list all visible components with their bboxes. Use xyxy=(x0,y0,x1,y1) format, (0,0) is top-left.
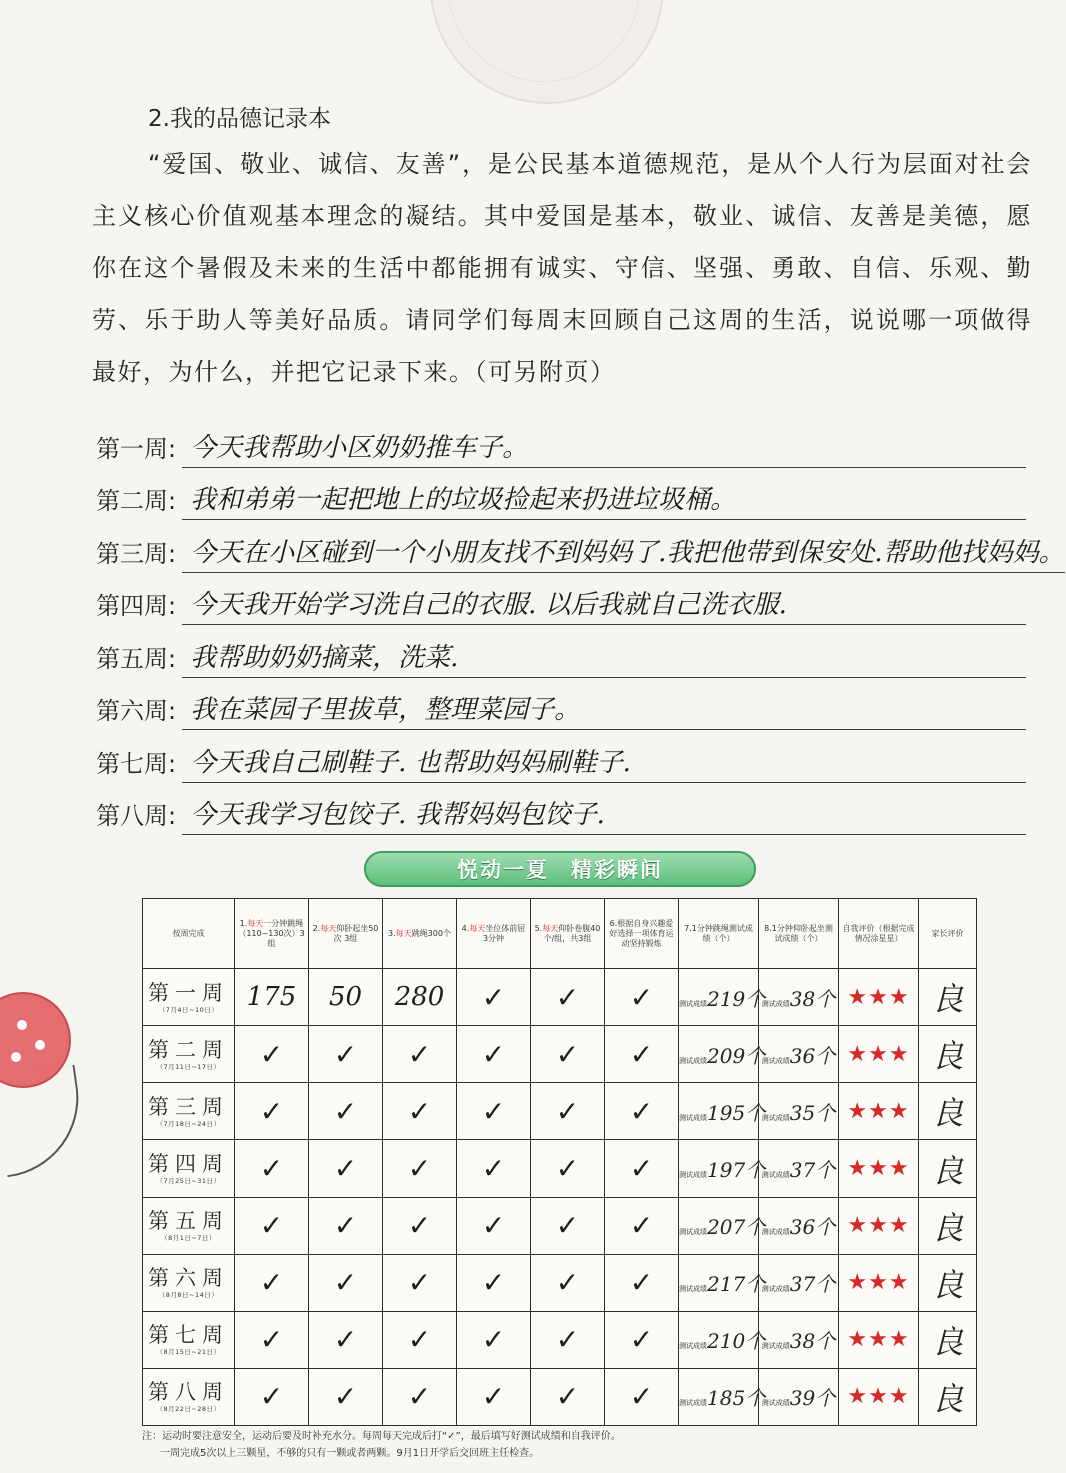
situp-test-score[interactable] xyxy=(759,1197,839,1254)
parent-eval[interactable]: 良 xyxy=(919,1311,977,1368)
score-value: 197个 xyxy=(707,1158,766,1182)
exercise-cell[interactable]: ✓ xyxy=(235,1311,309,1368)
rope-test-score[interactable] xyxy=(679,1368,766,1425)
exercise-cell[interactable]: ✓ xyxy=(457,1026,531,1083)
exercise-cell[interactable]: ✓ xyxy=(531,1197,605,1254)
week-name: 第七周 xyxy=(148,1323,229,1348)
parent-eval[interactable]: 良 xyxy=(919,1140,977,1197)
week-record-row xyxy=(96,520,1065,573)
self-eval-stars[interactable]: ★★★ xyxy=(839,1311,919,1368)
week-records xyxy=(96,415,1065,835)
balloon-string-icon xyxy=(0,1065,89,1177)
situp-test-score[interactable] xyxy=(759,969,839,1026)
table-note xyxy=(142,1428,1022,1462)
week-date: （7月11日~17日） xyxy=(156,1062,221,1071)
week-record-row xyxy=(96,783,1026,836)
exercise-cell[interactable]: ✓ xyxy=(531,1083,605,1140)
self-eval-stars[interactable]: ★★★ xyxy=(839,1083,919,1140)
parent-eval[interactable]: 良 xyxy=(919,1026,977,1083)
parent-eval[interactable]: 良 xyxy=(919,969,977,1026)
week-date: （7月25日~31日） xyxy=(156,1177,221,1185)
exercise-cell[interactable]: ✓ xyxy=(235,1197,309,1254)
header-situps: 2.每天仰卧起坐50次 3组 xyxy=(309,899,383,969)
week-name: 第八周 xyxy=(148,1380,229,1405)
week-cell xyxy=(143,1368,235,1425)
exercise-cell[interactable]: ✓ xyxy=(235,1083,309,1140)
week-date: （8月8日~14日） xyxy=(158,1291,219,1300)
table-header-row xyxy=(143,899,977,969)
exercise-cell[interactable]: ✓ xyxy=(531,1311,605,1368)
week-label: 第三周: xyxy=(96,539,177,568)
exercise-cell[interactable]: ✓ xyxy=(457,1368,531,1425)
exercise-record-table xyxy=(142,898,977,1426)
exercise-cell[interactable]: ✓ xyxy=(309,1368,383,1425)
table-row xyxy=(143,1026,977,1083)
week-name: 第六周 xyxy=(148,1266,229,1291)
week-cell xyxy=(143,1026,235,1083)
header-hobby-sport: 6.根据自身兴趣爱好选择一项体育运动坚持锻炼 xyxy=(605,899,679,969)
exercise-cell[interactable]: ✓ xyxy=(531,1254,605,1311)
week-name: 第四周 xyxy=(148,1152,229,1176)
week-date: （8月1日~7日） xyxy=(161,1234,216,1243)
score-value: 36个 xyxy=(789,1215,836,1240)
exercise-cell[interactable]: ✓ xyxy=(605,969,679,1026)
header-week: 按周完成 xyxy=(143,899,235,969)
exercise-cell[interactable]: ✓ xyxy=(383,1026,457,1083)
exercise-cell[interactable]: ✓ xyxy=(309,1311,383,1368)
score-value: 37个 xyxy=(789,1158,836,1182)
week-record-row xyxy=(96,730,1026,783)
week-entry[interactable]: 今天我自己刷鞋子. 也帮助妈妈刷鞋子. xyxy=(182,742,1026,783)
score-prefix: 测试成绩 xyxy=(761,999,790,1008)
week-record-row xyxy=(96,468,1026,521)
score-prefix: 测试成绩 xyxy=(679,1342,707,1351)
activity-banner xyxy=(364,851,756,887)
score-value: 209个 xyxy=(707,1043,766,1068)
score-value: 37个 xyxy=(789,1272,836,1297)
week-entry[interactable]: 今天我帮助小区奶奶推车子。 xyxy=(182,427,1026,468)
week-name: 第一周 xyxy=(148,980,229,1005)
week-label: 第四周: xyxy=(96,592,177,620)
week-name: 第三周 xyxy=(148,1094,229,1119)
week-cell xyxy=(143,1311,235,1368)
score-value: 39个 xyxy=(789,1386,836,1411)
parent-eval[interactable]: 良 xyxy=(919,1197,977,1254)
week-entry[interactable]: 我和弟弟一起把地上的垃圾捡起来扔进垃圾桶。 xyxy=(182,479,1026,520)
table-row xyxy=(143,1197,977,1254)
exercise-cell[interactable]: ✓ xyxy=(605,1026,679,1083)
exercise-cell[interactable]: ✓ xyxy=(383,1197,457,1254)
exercise-cell[interactable]: ✓ xyxy=(309,1197,383,1254)
self-eval-stars[interactable]: ★★★ xyxy=(839,1368,919,1425)
score-value: 185个 xyxy=(707,1386,766,1411)
situp-test-score[interactable] xyxy=(759,1311,839,1368)
exercise-cell[interactable]: ✓ xyxy=(235,1254,309,1311)
table-row xyxy=(143,969,977,1026)
week-record-row xyxy=(96,415,1026,468)
exercise-cell[interactable]: ✓ xyxy=(383,1083,457,1140)
score-value: 207个 xyxy=(707,1215,766,1240)
table-row xyxy=(143,1368,977,1425)
score-value: 38个 xyxy=(789,986,836,1011)
table-row xyxy=(143,1083,977,1140)
score-prefix: 测试成绩 xyxy=(679,1171,707,1179)
score-value: 219个 xyxy=(707,986,766,1011)
exercise-cell[interactable]: ✓ xyxy=(457,969,531,1026)
score-prefix: 测试成绩 xyxy=(761,1228,790,1237)
header-parent-eval: 家长评价 xyxy=(919,899,977,969)
exercise-cell[interactable]: 175 xyxy=(235,969,309,1026)
exercise-cell[interactable]: ✓ xyxy=(457,1083,531,1140)
week-cell xyxy=(143,1140,235,1197)
exercise-cell[interactable]: ✓ xyxy=(457,1140,531,1197)
score-prefix: 测试成绩 xyxy=(679,999,707,1008)
self-eval-stars[interactable]: ★★★ xyxy=(839,1026,919,1083)
parent-eval[interactable]: 良 xyxy=(919,1254,977,1311)
week-cell xyxy=(143,1197,235,1254)
score-value: 35个 xyxy=(789,1100,836,1125)
week-label: 第一周: xyxy=(96,434,177,463)
header-situp-test: 8.1分钟仰卧起坐测试成绩（个） xyxy=(759,899,839,969)
score-value: 195个 xyxy=(707,1100,766,1125)
header-self-eval: 自我评价（根据完成情况涂星星） xyxy=(839,899,919,969)
rope-test-score[interactable] xyxy=(679,1311,766,1368)
header-crunch: 5.每天仰卧卷腹40个/组，共3组 xyxy=(531,899,605,969)
exercise-cell[interactable]: ✓ xyxy=(531,1368,605,1425)
score-prefix: 测试成绩 xyxy=(761,1113,790,1122)
week-date: （7月4日~10日） xyxy=(158,1005,219,1014)
header-jump: 3.每天跳绳300个 xyxy=(383,899,457,969)
week-record-row xyxy=(96,678,1026,731)
situp-test-score[interactable] xyxy=(759,1083,839,1140)
exercise-cell[interactable]: ✓ xyxy=(457,1197,531,1254)
week-label: 第二周: xyxy=(96,487,177,515)
note-line-2: 一周完成5次以上三颗星，不够的只有一颗或者两颗。9月1日开学后交回班主任检查。 xyxy=(160,1448,540,1459)
exercise-cell[interactable]: ✓ xyxy=(383,1140,457,1197)
week-record-row xyxy=(96,573,1026,626)
situp-test-score[interactable] xyxy=(759,1026,839,1083)
week-label: 第七周: xyxy=(96,749,177,778)
rope-test-score[interactable] xyxy=(679,1083,766,1140)
exercise-cell[interactable]: ✓ xyxy=(383,1254,457,1311)
exercise-cell[interactable]: ✓ xyxy=(605,1197,679,1254)
header-rope-test: 7.1分钟跳绳测试成绩（个） xyxy=(679,899,759,969)
week-date: （8月22日~28日） xyxy=(156,1405,221,1414)
score-prefix: 测试成绩 xyxy=(679,1228,707,1237)
exercise-cell[interactable]: ✓ xyxy=(383,1311,457,1368)
week-label: 第六周: xyxy=(96,697,177,725)
week-entry[interactable]: 我帮助奶奶摘菜，洗菜. xyxy=(182,637,1026,678)
banner-right-text: 精彩瞬间 xyxy=(571,858,663,882)
exercise-cell[interactable]: ✓ xyxy=(235,1368,309,1425)
score-value: 36个 xyxy=(789,1043,836,1068)
week-name: 第二周 xyxy=(148,1037,229,1062)
score-prefix: 测试成绩 xyxy=(679,1285,707,1294)
score-prefix: 测试成绩 xyxy=(761,1285,790,1294)
week-date: （8月15日~21日） xyxy=(156,1348,221,1357)
self-eval-stars[interactable]: ★★★ xyxy=(839,1254,919,1311)
week-label: 第八周: xyxy=(96,802,177,830)
rope-test-score[interactable] xyxy=(679,1254,766,1311)
exercise-cell[interactable]: ✓ xyxy=(531,1026,605,1083)
exercise-cell[interactable]: ✓ xyxy=(309,1254,383,1311)
week-entry[interactable]: 今天我学习包饺子. 我帮妈妈包饺子. xyxy=(182,794,1026,835)
self-eval-stars[interactable]: ★★★ xyxy=(839,969,919,1026)
exercise-cell[interactable]: ✓ xyxy=(309,1083,383,1140)
rope-test-score[interactable] xyxy=(679,1197,766,1254)
week-entry[interactable]: 今天在小区碰到一个小朋友找不到妈妈了.我把他带到保安处.帮助他找妈妈。 xyxy=(182,532,1065,573)
score-value: 38个 xyxy=(789,1329,836,1354)
week-record-row xyxy=(96,625,1026,678)
exercise-cell[interactable]: ✓ xyxy=(383,1368,457,1425)
exercise-cell[interactable]: ✓ xyxy=(235,1026,309,1083)
score-prefix: 测试成绩 xyxy=(679,1113,707,1122)
exercise-cell[interactable]: 50 xyxy=(309,969,383,1026)
section-title: 2.我的品德记录本 xyxy=(148,106,331,132)
week-label: 第五周: xyxy=(96,644,177,673)
exercise-cell[interactable]: ✓ xyxy=(309,1026,383,1083)
exercise-cell[interactable]: ✓ xyxy=(457,1254,531,1311)
score-value: 217个 xyxy=(707,1272,766,1297)
rope-test-score[interactable] xyxy=(679,1026,766,1083)
situp-test-score[interactable] xyxy=(759,1140,839,1197)
week-entry[interactable]: 我在菜园子里拔草，整理菜园子。 xyxy=(182,689,1026,730)
exercise-cell[interactable]: ✓ xyxy=(605,1083,679,1140)
situp-test-score[interactable] xyxy=(759,1254,839,1311)
self-eval-stars[interactable]: ★★★ xyxy=(839,1140,919,1197)
score-prefix: 测试成绩 xyxy=(679,1399,707,1408)
score-prefix: 测试成绩 xyxy=(761,1056,790,1065)
exercise-cell[interactable]: ✓ xyxy=(605,1254,679,1311)
parent-eval[interactable]: 良 xyxy=(919,1368,977,1425)
score-prefix: 测试成绩 xyxy=(761,1171,790,1179)
table-row xyxy=(143,1254,977,1311)
situp-test-score[interactable] xyxy=(759,1368,839,1425)
table-row xyxy=(143,1140,977,1197)
exercise-cell[interactable]: ✓ xyxy=(235,1140,309,1197)
header-sit-reach: 4.每天坐位体前屈 3分钟 xyxy=(457,899,531,969)
intro-paragraph: “爱国、敬业、诚信、友善”，是公民基本道德规范，是从个人行为层面对社会主义核心价值观基本理念的凝结。其中爱国是基本，敬业、诚信、友善是美德，愿你在这个暑假及未来的生活中都能拥有诚实、守信、坚强、勇敢、自信、乐观、勤劳、乐于助人等美好品质。请同学们每周末回顾自己这周的生活，说说哪一项做得最好，为什么，并把它记录下来。（可另附页） xyxy=(92,150,1032,386)
week-name: 第五周 xyxy=(148,1209,229,1234)
week-cell xyxy=(143,1254,235,1311)
header-rope-skip: 1.每天一分钟跳绳（110~130次）3组 xyxy=(235,899,309,969)
exercise-cell[interactable]: ✓ xyxy=(605,1368,679,1425)
self-eval-stars[interactable]: ★★★ xyxy=(839,1197,919,1254)
score-prefix: 测试成绩 xyxy=(761,1342,790,1351)
week-date: （7月18日~24日） xyxy=(156,1119,221,1128)
week-cell xyxy=(143,1083,235,1140)
week-cell xyxy=(143,969,235,1026)
score-prefix: 测试成绩 xyxy=(761,1399,790,1408)
exercise-cell[interactable]: ✓ xyxy=(531,1140,605,1197)
exercise-cell[interactable]: ✓ xyxy=(309,1140,383,1197)
banner-left-text: 悦动一夏 xyxy=(457,858,549,882)
parent-eval[interactable]: 良 xyxy=(919,1083,977,1140)
note-line-1: 注：运动时要注意安全，运动后要及时补充水分。每周每天完成后打“✓”，最后填写好测试成绩和自我评价。 xyxy=(142,1431,621,1442)
table-row xyxy=(143,1311,977,1368)
exercise-cell[interactable]: 280 xyxy=(383,969,457,1026)
score-prefix: 测试成绩 xyxy=(679,1056,707,1065)
exercise-cell[interactable]: ✓ xyxy=(605,1311,679,1368)
exercise-cell[interactable]: ✓ xyxy=(531,969,605,1026)
score-value: 210个 xyxy=(707,1329,766,1354)
rope-test-score[interactable] xyxy=(679,969,766,1026)
week-entry[interactable]: 今天我开始学习洗自己的衣服. 以后我就自己洗衣服. xyxy=(182,584,1026,625)
exercise-cell[interactable]: ✓ xyxy=(605,1140,679,1197)
rope-test-score[interactable] xyxy=(679,1140,766,1197)
exercise-cell[interactable]: ✓ xyxy=(457,1311,531,1368)
